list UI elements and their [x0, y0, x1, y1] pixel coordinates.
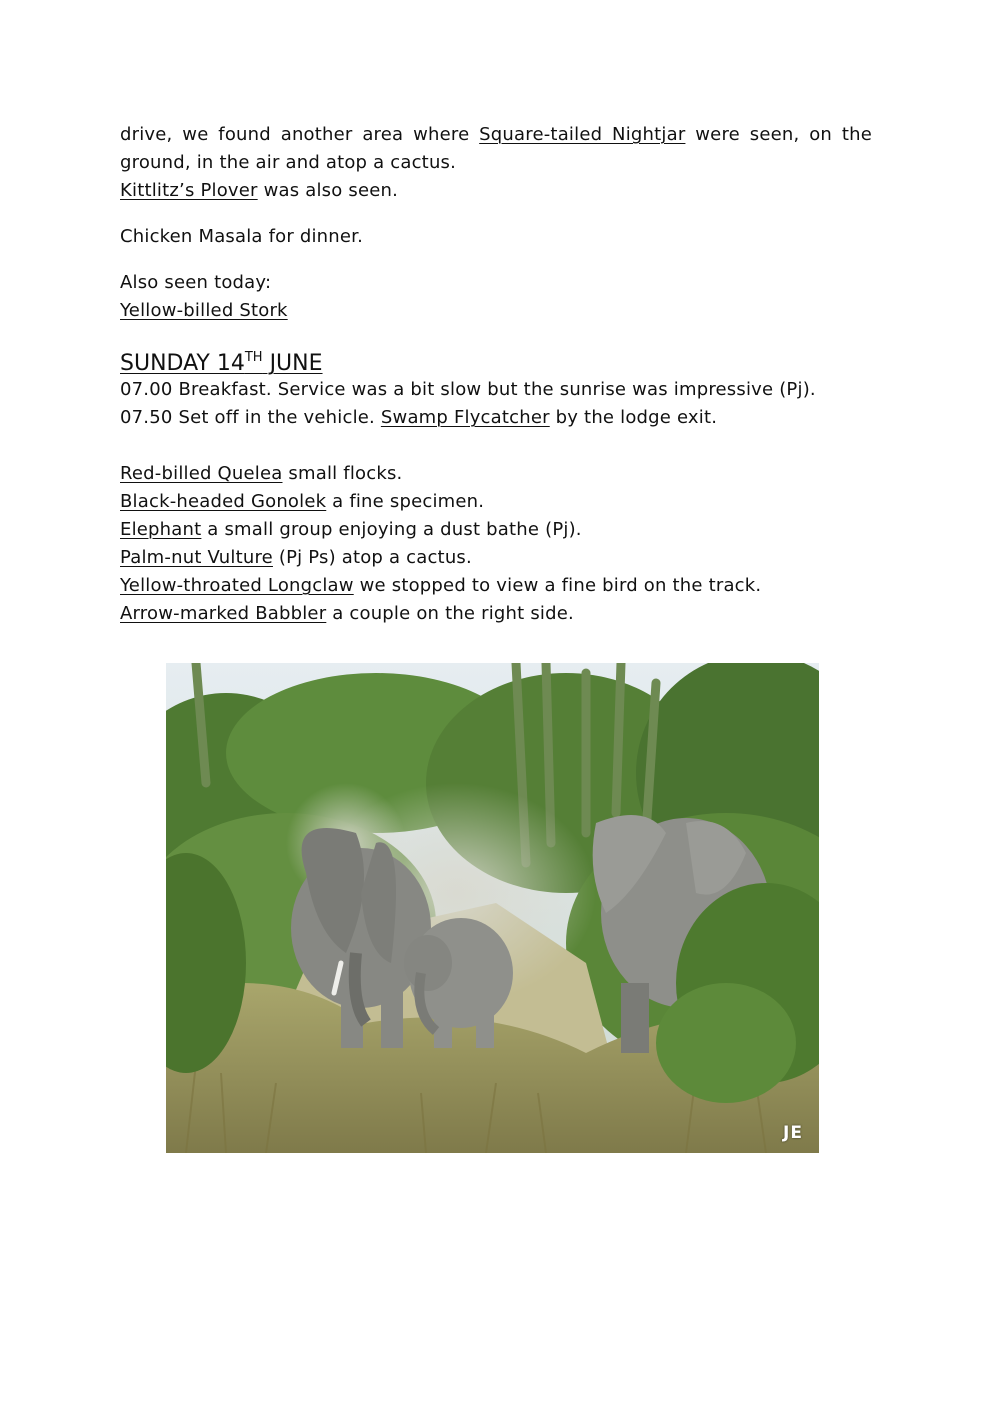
species-kittlitzs-plover: Kittlitz’s Plover	[120, 180, 258, 201]
list-item	[120, 460, 872, 488]
list-item	[120, 544, 872, 572]
list-item	[120, 488, 872, 516]
list-item	[120, 572, 872, 600]
species-name: Elephant	[120, 519, 202, 540]
text-span: 07.50 Set off in the vehicle.	[120, 407, 381, 428]
species-name: Arrow-marked Babbler	[120, 603, 327, 624]
species-note: a fine specimen.	[326, 491, 485, 512]
photo-credit: JE	[783, 1123, 803, 1143]
heading-text: SUNDAY 14	[120, 351, 245, 376]
paragraph-line: ground, in the air and atop a cactus.	[120, 152, 457, 173]
paragraph-nightjar	[120, 121, 872, 205]
text-span: by the lodge exit.	[549, 407, 718, 428]
list-item	[120, 516, 872, 544]
species-name: Yellow-throated Longclaw	[120, 575, 354, 596]
species-name: Red-billed Quelea	[120, 463, 283, 484]
list-item	[120, 600, 872, 628]
species-note: a small group enjoying a dust bathe (Pj).	[201, 519, 582, 540]
species-name: Palm-nut Vulture	[120, 547, 273, 568]
elephant-photo	[166, 663, 819, 1153]
species-note: small flocks.	[282, 463, 403, 484]
species-swamp-flycatcher: Swamp Flycatcher	[380, 407, 550, 428]
paragraph-line: 07.00 Breakfast. Service was a bit slow but the sunrise was impressive (Pj).	[120, 379, 816, 400]
day-heading	[120, 343, 323, 379]
heading-text: JUNE	[262, 351, 323, 376]
text-span: was also seen.	[257, 180, 399, 201]
species-note: a couple on the right side.	[326, 603, 574, 624]
paragraph-line: Chicken Masala for dinner.	[120, 226, 364, 247]
species-name: Black-headed Gonolek	[120, 491, 327, 512]
text-span: were seen, on the	[685, 124, 872, 145]
paragraph-line	[120, 404, 872, 432]
text-span: drive, we found another area where	[120, 124, 480, 145]
heading-superscript: TH	[244, 350, 263, 365]
species-yellow-billed-stork: Yellow-billed Stork	[120, 300, 288, 321]
species-square-tailed-nightjar: Square-tailed Nightjar	[479, 124, 686, 145]
paragraph-line	[120, 121, 872, 149]
paragraph-dinner	[120, 223, 872, 251]
paragraph-also-seen	[120, 269, 872, 325]
paragraph-line	[120, 297, 872, 325]
paragraph-line: Also seen today:	[120, 272, 272, 293]
elephant-photo-illustration	[166, 663, 819, 1153]
sightings-list	[120, 460, 872, 628]
paragraph-morning	[120, 376, 872, 432]
species-note: we stopped to view a fine bird on the track.	[353, 575, 762, 596]
species-note: (Pj Ps) atop a cactus.	[272, 547, 472, 568]
paragraph-line	[120, 177, 872, 205]
